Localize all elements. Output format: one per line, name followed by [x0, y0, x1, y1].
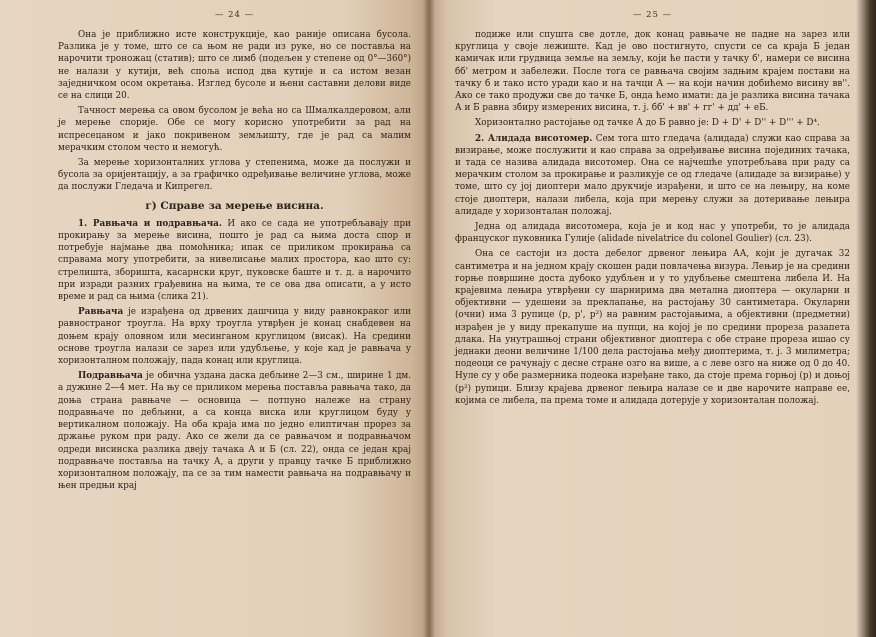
- paragraph-text: Хоризонтално растојање од тачке А до Б равно је:: [475, 118, 712, 129]
- formula: D + D' + D'' + D''' + D⁴.: [711, 118, 820, 129]
- page-number-right: — 25 —: [632, 10, 673, 20]
- paragraph: [58, 370, 411, 492]
- paragraph-text: Сем тога што гледача (алидада) служи као справа за визирање, може послужити и као справа за одређивање висина појединих тачака, и тада се назива алидада висотомер. Она се најчешће употребљава при раду са мерачким столом за прокирање и разликује се од гледаче (алидаде за визирање) у томе, што су јој диоптери мало друкчије израђени, и што се на лењиру, на коме стоје диоптери, налази либела, која при мерењу служи за дотеривање лењира алидаде у хоризонталан положај.: [455, 133, 850, 217]
- paragraph-text: И ако се сада не употребљавају при прокирању за мерење висина, пошто је рад са њима доста спор и потребује најмање два помоћника; ипак се приликом прокирања са справама могу употребити, за нивелисање малих простора, као што су: стрелишта, зборишта, касарнски круг, пуковске баште и т. д. а нарочито при изради разних грађевина на њима, те се ова два описати, а у исто време и рад са њима (слика 21).: [58, 218, 412, 303]
- paragraph: Она је приближно исте конструкције, као раније описана бусола. Разлика је у томе, што се са њом не ради из руке, но се поставља на нарочити троножац (статив); што се лимб (подељен у степене од 0°—360°) не налази у кутији, већ споља испод два кутије и са истом везан заједничком осом окретања. Изглед бусоле и њени саставни делови виде се на слици 20.: [58, 30, 411, 102]
- paragraph: [455, 117, 850, 129]
- paragraph: Тачност мерења са овом бусолом је већа но са Шмалкалдеровом, али је мерење спорије. Обе се могу корисно употребити за рад на испресецаном и јако покривеном земљишту, где је рад са малим мерачким столом често и немогућ.: [58, 106, 411, 153]
- book-gutter: [423, 0, 435, 637]
- paragraph: [58, 306, 411, 367]
- paragraph: [58, 218, 411, 303]
- page-edge-shadow: [856, 0, 876, 637]
- term-label: Равњача: [78, 307, 124, 318]
- right-page: [429, 0, 876, 637]
- term-label: 1. Равњача и подравњача.: [78, 218, 222, 229]
- paragraph: Она се састоји из доста дебелог дрвеног лењира АА, који је дугачак 32 сантиметра и на једном крају скошен ради повлачења визура. Лењир је на средини горње површине доста дубоко удубљен и у то удубљење смештена либела И. На крајевима лењира утврђени су шарнирима два метална диоптера — окуларни и објективни — удешени за преклапање, на растојању 30 сантиметара. Окуларни (очни) има 3 рупице (р, р', р²) на равним растојањима, а објективни (предметни) израђен је у виду прекапуше на пупци, на којој је по средини прореза разапета длака. На унутрашњој страни објективног диоптера с обе стране прореза ишао су једнаки деони величине 1/100 дела растојања међу диоптерима, т. ј. 3 милиметра; подеоци се рачунају с десне стране озго на више, а с леве озго на ниже од 0 до 40. Нуле су у обе размерника подеока изређане тако, да стоје према горњој (р) и доњој (р²) рупици. Близу крајева дрвеног лењира налазе се и две нарочите направе ее, којима се либела, па према томе и алидада дотерује у хоризонталан положај.: [455, 249, 850, 406]
- section-heading: г) Справе за мерење висина.: [145, 199, 324, 212]
- term-label: 2. Алидада висотомер.: [475, 133, 593, 144]
- page-number-left: — 24 —: [214, 10, 255, 20]
- paragraph-text: је обична уздана даска дебљине 2—3 см., ширине 1 дм. а дужине 2—4 мет. На њу се приликом мерења поставља равњача тако, да доња страна равњаче — основица — потпуно належе на страну подравњаче по дебљини, а са конца виска или круглицом буду у вертикалном положају. На оба краја има по једно елиптичан прорез за држање руком при раду. Ако се жели да се равњачом и подравњачом одреди висинска разлика двеју тачака А и Б (сл. 22), онда се један крај подравњаче поставља на тачку А, а други у правцу тачке Б приближно хоризонталном положају, па се за тим намести равњача на подравњачу и њен предњи крај: [58, 371, 411, 492]
- left-page: [0, 0, 429, 637]
- term-label: Подравњача: [78, 371, 143, 382]
- paragraph: [455, 133, 850, 218]
- paragraph: Једна од алидада висотомера, која је и код нас у употреби, то је алидада француског пуковника Гулије (alidade nivelatrice du colonel Goulier) (сл. 23).: [455, 222, 850, 245]
- paragraph: подиже или спушта све дотле, док конац равњаче не падне на зарез или круглица у своје лежиште. Кад је ово постигнуто, спусти се са краја Б један камичак или грудвица земље на земљу, који ће пасти у тачку б', намери се висина бб' метром и забележи. После тога се равњача својим задњим крајем постави на тачку б и тако исто уради као и на тачци А — на који начин добићемо висину вв''. Ако се тако продужи све до тачке Б, онда ћемо имати: да је разлика висина тачака А и Б равна збиру измерених висина, т. ј. бб' + вв' + гг' + дд' + еБ.: [455, 30, 850, 114]
- paragraph-text: је израђена од дрвених дашчица у виду равнокраког или равностраног троугла. На врху троугла утврђен је конац снабдевен на доњем крају оловном или месинганом круглицом (висак). На средини основе троугла налази се зарез или удубљење, у које кад је равњача у хоризонталном положају, пада конац или круглица.: [58, 307, 411, 367]
- paragraph: За мерење хоризонталних углова у степенима, може да послужи и бусола за оријентацију, а за графичко одређивање величине углова, може да послужи Гледача и Кипрегел.: [58, 158, 411, 193]
